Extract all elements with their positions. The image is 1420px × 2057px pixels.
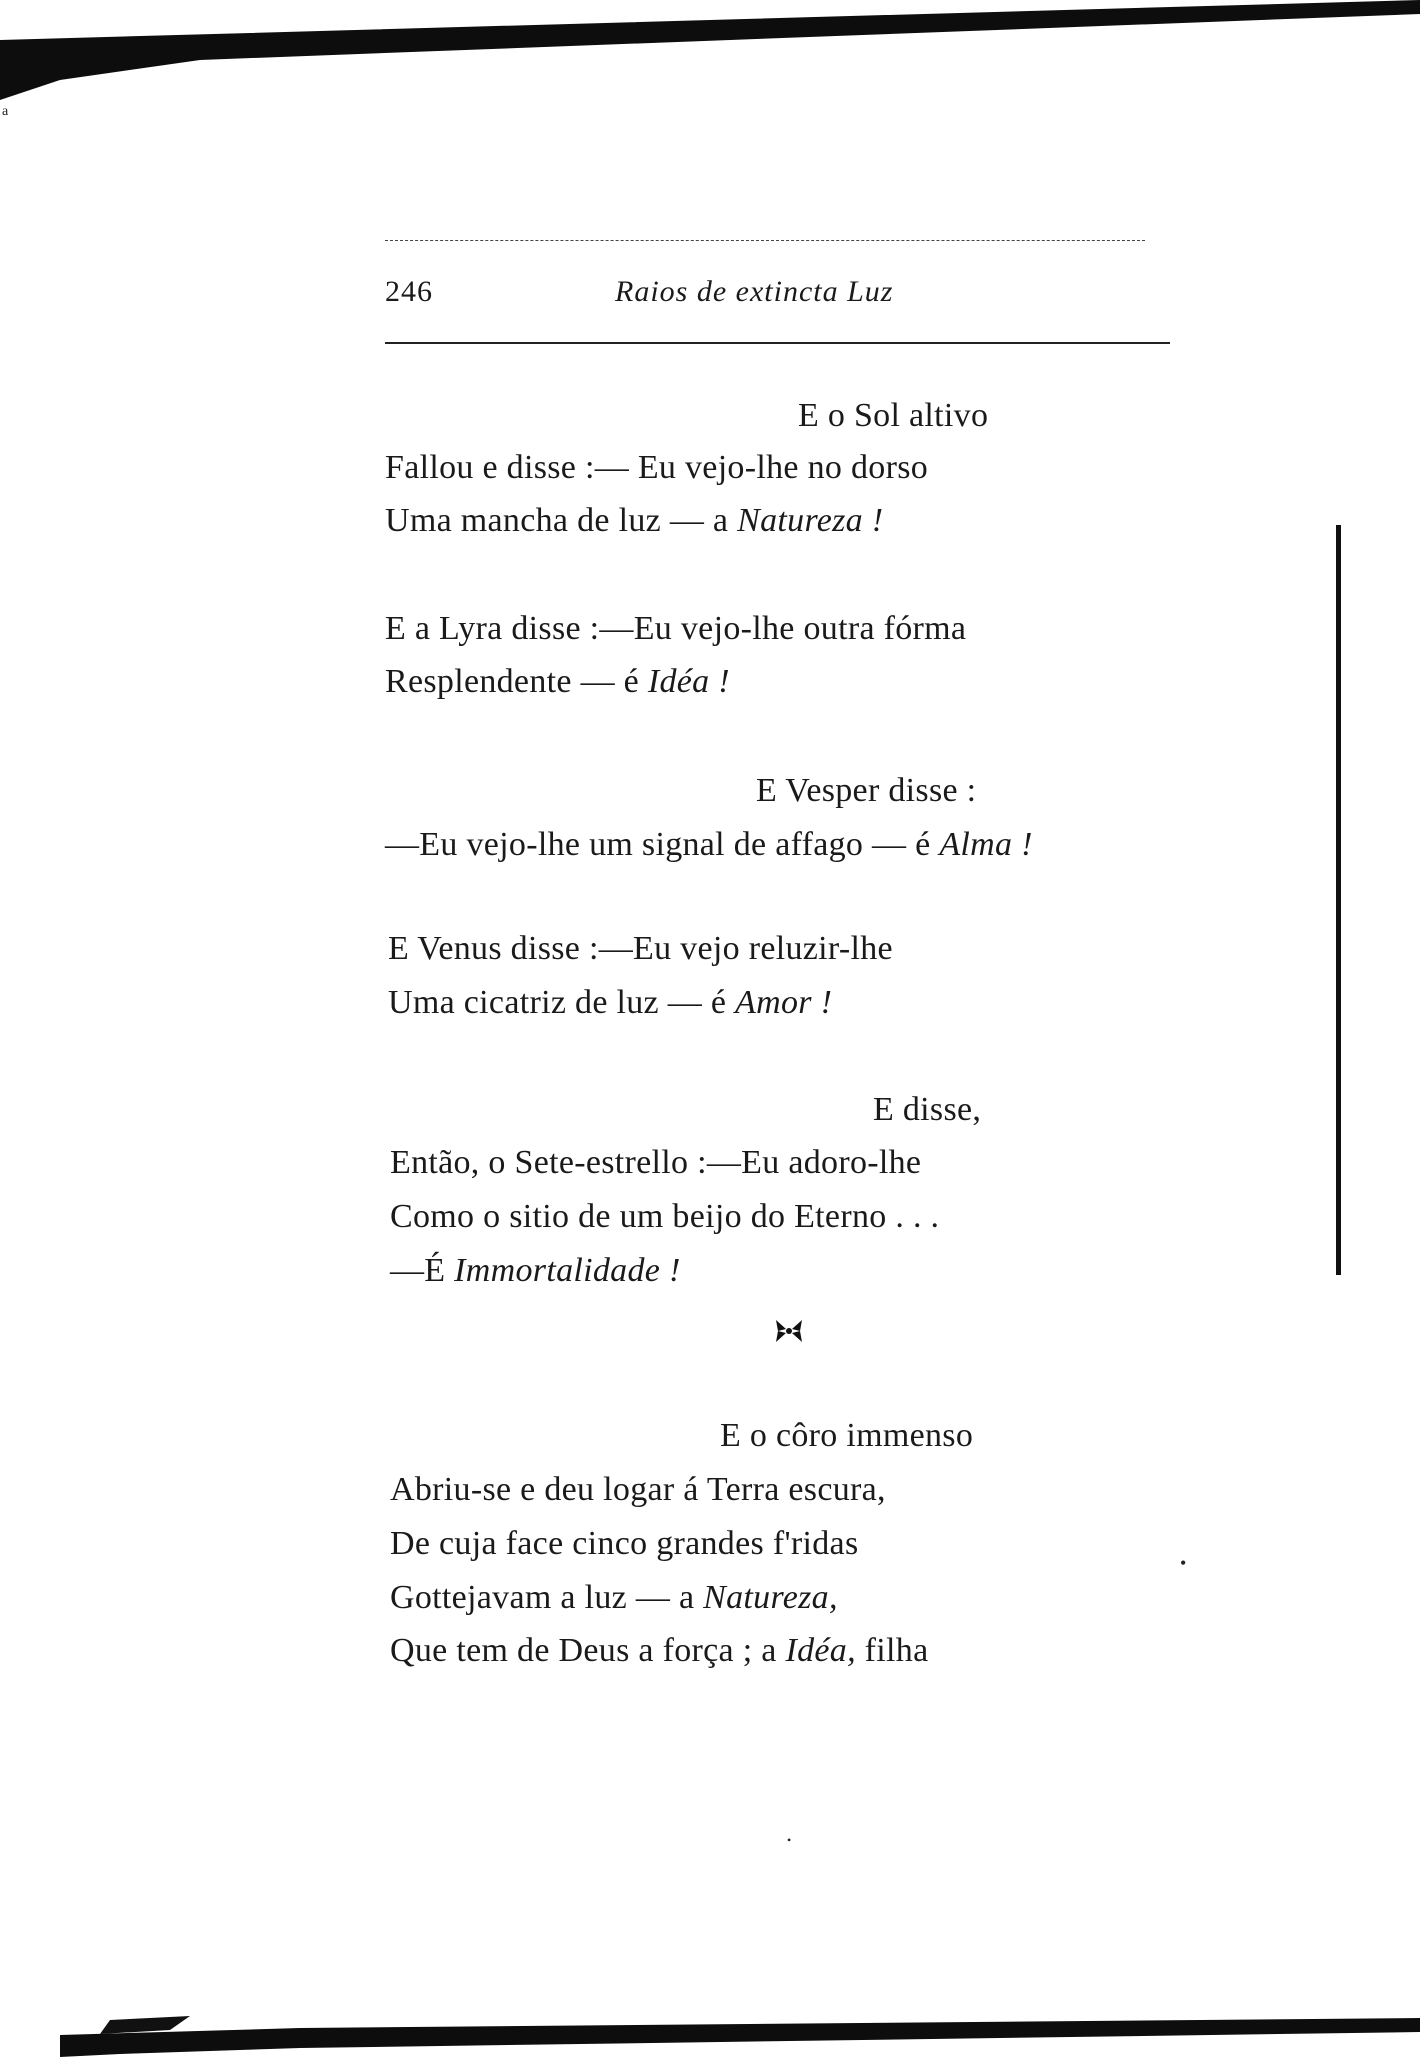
header-rule: [385, 342, 1170, 344]
stray-dot: •: [1180, 1553, 1187, 1573]
verse-line: Abriu-se e deu logar á Terra escura,: [390, 1471, 886, 1508]
verse-line: Uma mancha de luz — a Natureza !: [385, 502, 884, 539]
ornament-icon: [774, 1316, 804, 1346]
page-number: 246: [385, 275, 433, 308]
stray-dot: •: [787, 1833, 792, 1847]
verse-line: E o Sol altivo: [798, 397, 989, 434]
verse-line: Como o sitio de um beijo do Eterno . . .: [390, 1198, 940, 1235]
verse-line: Resplendente — é Idéa !: [385, 663, 730, 700]
verse-line: —É Immortalidade !: [390, 1252, 681, 1289]
verse-line: E disse,: [873, 1091, 982, 1128]
stray-mark: a: [2, 104, 9, 119]
verse-line: De cuja face cinco grandes f'ridas: [390, 1525, 859, 1562]
verse-line: —Eu vejo-lhe um signal de affago — é Alma !: [385, 826, 1033, 863]
verse-line: E Vesper disse :: [756, 772, 977, 809]
verse-line: Uma cicatriz de luz — é Amor !: [388, 984, 833, 1021]
verse-line: E Venus disse :—Eu vejo reluzir-lhe: [388, 930, 893, 967]
verse-line: E o côro immenso: [720, 1417, 974, 1454]
verse-line: E a Lyra disse :—Eu vejo-lhe outra fórma: [385, 610, 967, 647]
verse-line: Fallou e disse :— Eu vejo-lhe no dorso: [385, 449, 929, 486]
running-title: Raios de extincta Luz: [615, 275, 894, 308]
verse-line: Então, o Sete-estrello :—Eu adoro-lhe: [390, 1144, 922, 1181]
header-rule: [385, 240, 1145, 241]
verse-line: Que tem de Deus a força ; a Idéa, filha: [390, 1632, 929, 1669]
verse-line: Gottejavam a luz — a Natureza,: [390, 1579, 838, 1616]
